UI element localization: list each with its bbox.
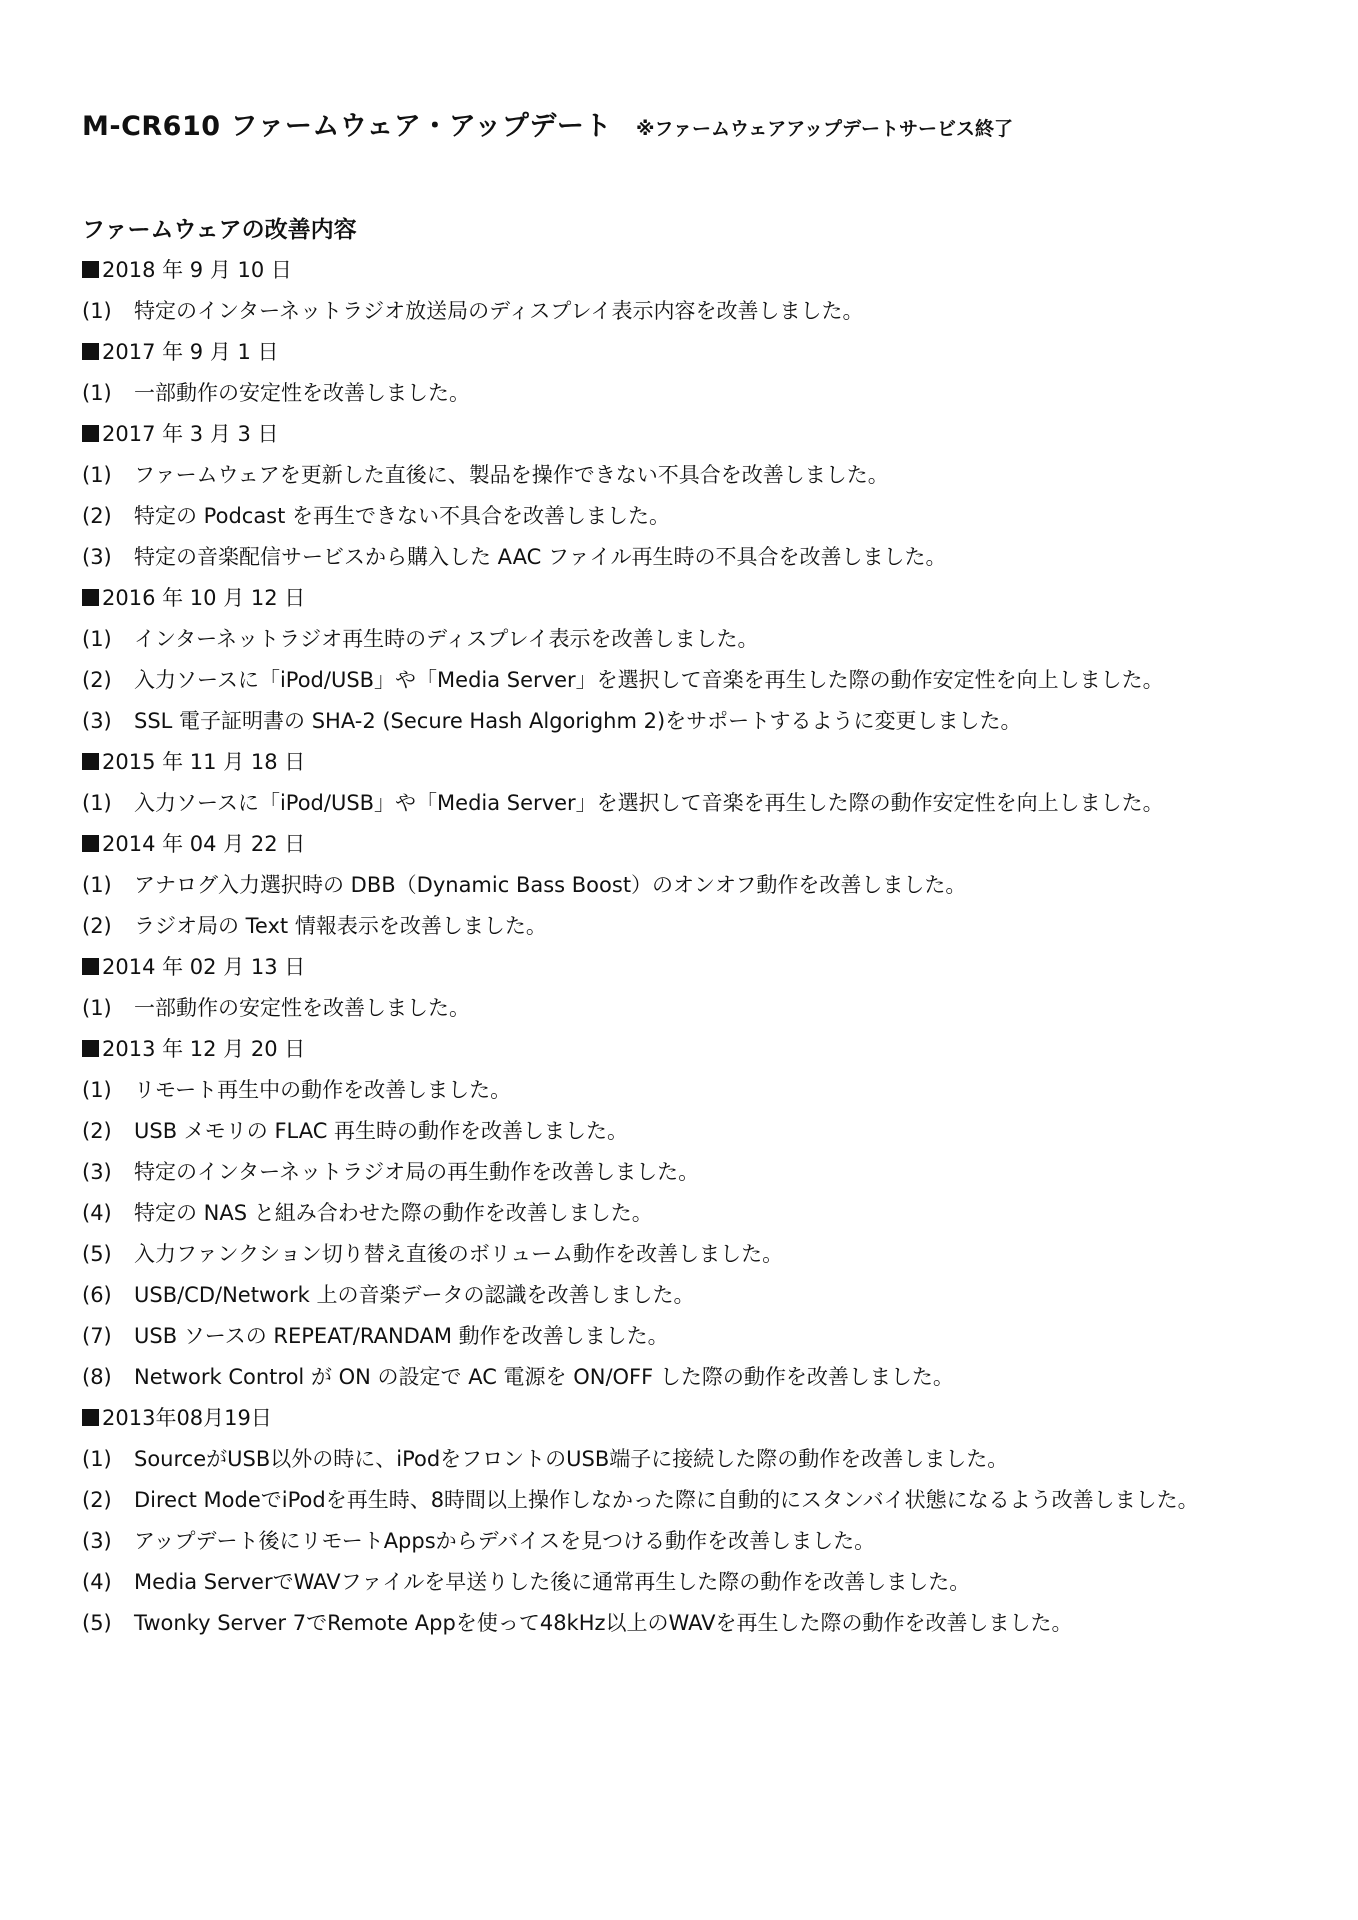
- page-title: M-CR610 ファームウェア・アップデート: [82, 111, 612, 142]
- item-text: SSL 電子証明書の SHA-2 (Secure Hash Algorighm 2)をサポートするように変更しました。: [134, 709, 1022, 733]
- item-text: 入力ファンクション切り替え直後のボリューム動作を改善しました。: [134, 1242, 784, 1266]
- update-date-text: 2013年08月19日: [102, 1406, 272, 1430]
- update-date-text: 2016 年 10 月 12 日: [102, 586, 306, 610]
- update-item: [82, 455, 1302, 496]
- update-item: [82, 1070, 1302, 1111]
- update-history: [82, 210, 1302, 1644]
- item-text: 特定の Podcast を再生できない不具合を改善しました。: [134, 504, 671, 528]
- item-text: 入力ソースに「iPod/USB」や「Media Server」を選択して音楽を再生した際の動作安定性を向上しました。: [134, 668, 1164, 692]
- item-number: (1): [82, 381, 112, 405]
- item-number: (7): [82, 1324, 112, 1348]
- update-item: [82, 1111, 1302, 1152]
- update-item: [82, 373, 1302, 414]
- item-number: (1): [82, 1447, 112, 1471]
- update-item: [82, 291, 1302, 332]
- item-number: (3): [82, 1160, 112, 1184]
- update-date: [82, 1029, 1302, 1070]
- update-date: [82, 578, 1302, 619]
- square-bullet-icon: [82, 1409, 99, 1426]
- service-end-note: ※ファームウェアアップデートサービス終了: [635, 118, 1013, 140]
- item-text: 入力ソースに「iPod/USB」や「Media Server」を選択して音楽を再生した際の動作安定性を向上しました。: [134, 791, 1164, 815]
- item-text: SourceがUSB以外の時に、iPodをフロントのUSB端子に接続した際の動作を改善しました。: [134, 1447, 1009, 1471]
- item-text: USB/CD/Network 上の音楽データの認識を改善しました。: [134, 1283, 695, 1307]
- square-bullet-icon: [82, 835, 99, 852]
- square-bullet-icon: [82, 261, 99, 278]
- item-text: USB ソースの REPEAT/RANDAM 動作を改善しました。: [134, 1324, 669, 1348]
- update-date-text: 2015 年 11 月 18 日: [102, 750, 306, 774]
- update-item: [82, 1152, 1302, 1193]
- update-date: [82, 332, 1302, 373]
- item-number: (5): [82, 1242, 112, 1266]
- item-number: (2): [82, 504, 112, 528]
- item-number: (4): [82, 1201, 112, 1225]
- item-number: (1): [82, 627, 112, 651]
- update-date: [82, 742, 1302, 783]
- item-number: (3): [82, 1529, 112, 1553]
- update-date: [82, 1398, 1302, 1439]
- item-text: 一部動作の安定性を改善しました。: [134, 381, 470, 405]
- update-item: [82, 1480, 1302, 1521]
- square-bullet-icon: [82, 425, 99, 442]
- update-item: [82, 783, 1302, 824]
- update-item: [82, 906, 1302, 947]
- item-number: (1): [82, 996, 112, 1020]
- item-text: インターネットラジオ再生時のディスプレイ表示を改善しました。: [134, 627, 759, 651]
- item-text: 特定のインターネットラジオ局の再生動作を改善しました。: [134, 1160, 700, 1184]
- update-date: [82, 947, 1302, 988]
- update-item: [82, 660, 1302, 701]
- update-date-text: 2014 年 04 月 22 日: [102, 832, 306, 856]
- update-date: [82, 414, 1302, 455]
- item-text: Twonky Server 7でRemote Appを使って48kHz以上のWAVを再生した際の動作を改善しました。: [134, 1611, 1073, 1635]
- item-number: (2): [82, 1119, 112, 1143]
- item-number: (5): [82, 1611, 112, 1635]
- update-date-text: 2014 年 02 月 13 日: [102, 955, 306, 979]
- item-number: (2): [82, 914, 112, 938]
- update-item: [82, 1357, 1302, 1398]
- square-bullet-icon: [82, 589, 99, 606]
- item-number: (1): [82, 463, 112, 487]
- item-text: 特定の音楽配信サービスから購入した AAC ファイル再生時の不具合を改善しました。: [134, 545, 947, 569]
- update-item: [82, 1603, 1302, 1644]
- update-item: [82, 1439, 1302, 1480]
- update-item: [82, 537, 1302, 578]
- item-text: アップデート後にリモートAppsからデバイスを見つける動作を改善しました。: [134, 1529, 876, 1553]
- update-date: [82, 250, 1302, 291]
- item-number: (1): [82, 1078, 112, 1102]
- item-number: (3): [82, 545, 112, 569]
- item-text: ファームウェアを更新した直後に、製品を操作できない不具合を改善しました。: [134, 463, 889, 487]
- item-text: Media ServerでWAVファイルを早送りした後に通常再生した際の動作を改善しました。: [134, 1570, 971, 1594]
- item-text: 一部動作の安定性を改善しました。: [134, 996, 470, 1020]
- item-text: 特定の NAS と組み合わせた際の動作を改善しました。: [134, 1201, 653, 1225]
- update-item: [82, 988, 1302, 1029]
- item-number: (3): [82, 709, 112, 733]
- update-item: [82, 1275, 1302, 1316]
- item-number: (1): [82, 299, 112, 323]
- item-number: (2): [82, 1488, 112, 1512]
- item-number: (2): [82, 668, 112, 692]
- square-bullet-icon: [82, 753, 99, 770]
- update-item: [82, 1234, 1302, 1275]
- title-row: [82, 104, 1013, 143]
- item-text: アナログ入力選択時の DBB（Dynamic Bass Boost）のオンオフ動作を改善しました。: [134, 873, 967, 897]
- item-text: USB メモリの FLAC 再生時の動作を改善しました。: [134, 1119, 629, 1143]
- item-number: (8): [82, 1365, 112, 1389]
- update-item: [82, 496, 1302, 537]
- section-heading: ファームウェアの改善内容: [82, 217, 357, 243]
- square-bullet-icon: [82, 958, 99, 975]
- update-date-text: 2017 年 9 月 1 日: [102, 340, 279, 364]
- update-item: [82, 1521, 1302, 1562]
- item-text: 特定のインターネットラジオ放送局のディスプレイ表示内容を改善しました。: [134, 299, 864, 323]
- update-date: [82, 824, 1302, 865]
- item-number: (1): [82, 873, 112, 897]
- update-item: [82, 701, 1302, 742]
- item-text: リモート再生中の動作を改善しました。: [134, 1078, 512, 1102]
- update-date-text: 2013 年 12 月 20 日: [102, 1037, 306, 1061]
- item-text: ラジオ局の Text 情報表示を改善しました。: [134, 914, 547, 938]
- update-date-text: 2017 年 3 月 3 日: [102, 422, 279, 446]
- update-date-text: 2018 年 9 月 10 日: [102, 258, 292, 282]
- square-bullet-icon: [82, 343, 99, 360]
- update-item: [82, 1562, 1302, 1603]
- update-item: [82, 865, 1302, 906]
- item-number: (6): [82, 1283, 112, 1307]
- update-item: [82, 1193, 1302, 1234]
- item-text: Direct ModeでiPodを再生時、8時間以上操作しなかった際に自動的にスタンバイ状態になるよう改善しました。: [134, 1488, 1199, 1512]
- update-item: [82, 1316, 1302, 1357]
- item-number: (4): [82, 1570, 112, 1594]
- update-list: [82, 250, 1302, 1644]
- item-number: (1): [82, 791, 112, 815]
- square-bullet-icon: [82, 1040, 99, 1057]
- item-text: Network Control が ON の設定で AC 電源を ON/OFF した際の動作を改善しました。: [134, 1365, 954, 1389]
- update-item: [82, 619, 1302, 660]
